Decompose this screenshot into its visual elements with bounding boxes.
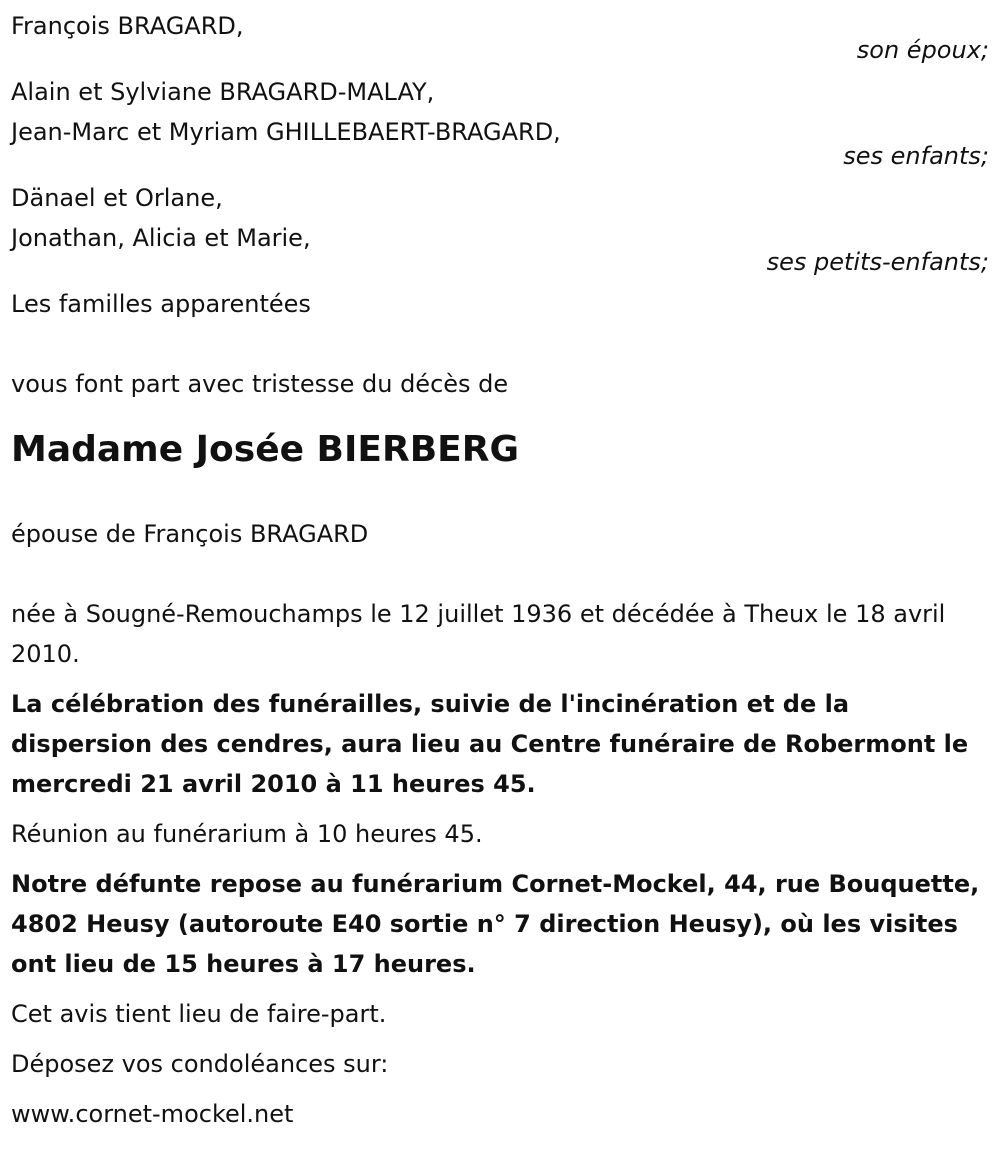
children-role: ses enfants; <box>843 142 989 170</box>
birth-death-text: née à Sougné-Remouchamps le 12 juillet 1936 et décédée à Theux le 18 avril 2010. <box>11 600 946 668</box>
spouse-role: son époux; <box>856 36 989 64</box>
child-name-2: Jean-Marc et Myriam GHILLEBAERT-BRAGARD, <box>11 118 561 146</box>
condolences-label: Déposez vos condoléances sur: <box>11 1050 389 1078</box>
visitation-text: Notre défunte repose au funérarium Cornet-Mockel, 44, rue Bouquette, 4802 Heusy (autoroute E40 sortie n° 7 direction Heusy), où les visites ont lieu de 15 heures à 17 heures. <box>11 870 980 978</box>
grandchildren-role: ses petits-enfants; <box>766 248 989 276</box>
deceased-name: Madame Josée BIERBERG <box>11 429 520 470</box>
grandchild-name-2: Jonathan, Alicia et Marie, <box>11 224 311 252</box>
notice-text: Cet avis tient lieu de faire-part. <box>11 1000 387 1028</box>
spouse-of-line: épouse de François BRAGARD <box>11 520 369 548</box>
obituary-notice <box>11 6 989 1134</box>
spouse-name: François BRAGARD, <box>11 12 244 40</box>
grandchild-name-1: Dänael et Orlane, <box>11 184 223 212</box>
meeting-text: Réunion au funérarium à 10 heures 45. <box>11 820 483 848</box>
relatives-line: Les familles apparentées <box>11 290 311 318</box>
ceremony-text: La célébration des funérailles, suivie de l'incinération et de la dispersion des cendres, aura lieu au Centre funéraire de Robermont le mercredi 21 avril 2010 à 11 heures 45. <box>11 690 969 798</box>
child-name-1: Alain et Sylviane BRAGARD-MALAY, <box>11 78 435 106</box>
condolences-website-link[interactable]: www.cornet-mockel.net <box>11 1100 294 1128</box>
announcement-line: vous font part avec tristesse du décès de <box>11 370 509 398</box>
